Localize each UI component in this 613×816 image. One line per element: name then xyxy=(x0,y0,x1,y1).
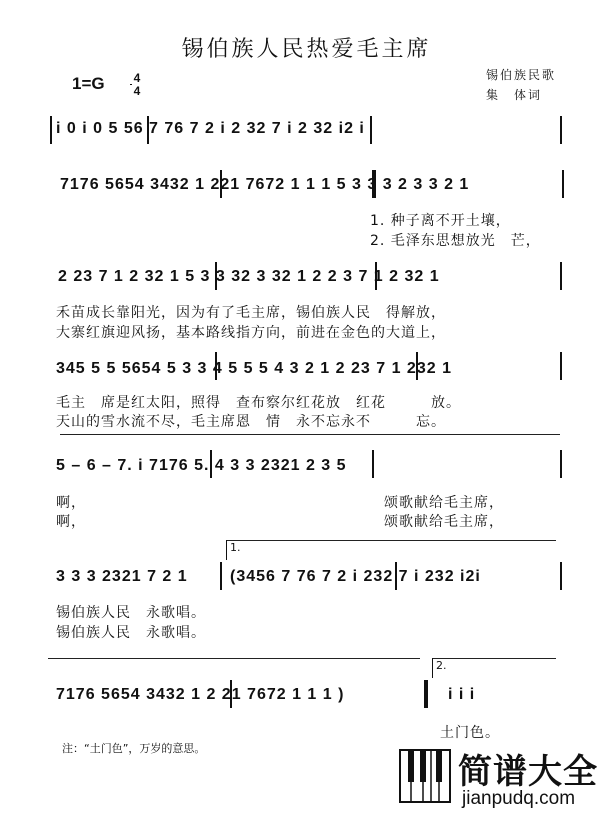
song-title: 锡伯族人民热爱毛主席 xyxy=(181,37,432,62)
system-2-lyric-1: 1. 种子离不开土壤， xyxy=(370,213,511,229)
volta-1-label: 1. xyxy=(230,541,241,554)
key-signature: 1=G xyxy=(72,74,105,93)
system-4-lyric-1: 毛主 席是红太阳，照得 查布察尔红花放 红花 放。 xyxy=(56,395,461,411)
system-2-lyric-2: 2. 毛泽东思想放光 芒， xyxy=(370,233,541,249)
system-7-lyric-right: 土门色。 xyxy=(440,725,500,741)
system-7-notes: 7176 5654 3432 1 2 21 7672 1 1 1 ) xyxy=(56,686,345,703)
origin-credit: 锡伯族民歌 xyxy=(486,68,557,82)
system-6-lyric-2: 锡伯族人民 永歌唱。 xyxy=(56,625,206,641)
piano-keys-icon xyxy=(398,748,452,804)
time-signature xyxy=(130,72,144,97)
system-7-notes-right: i i i xyxy=(448,686,476,703)
system-4-notes: 345 5 5 5654 5 3 3 4 5 5 5 4 3 2 1 2 23 7 1 232 1 xyxy=(56,360,452,377)
lyricist-credit: 集 体词 xyxy=(486,88,543,102)
system-3-lyric-2: 大寨红旗迎风扬，基本路线指方向，前进在金色的大道上， xyxy=(56,325,446,341)
system-5-lyric-right-2: 颂歌献给毛主席， xyxy=(384,514,504,530)
volta-2-label: 2. xyxy=(436,659,447,672)
system-6-lyric-1: 锡伯族人民 永歌唱。 xyxy=(56,605,206,621)
system-5-notes: 5 – 6 – 7. i 7176 5. 4 3 3 2321 2 3 5 xyxy=(56,457,347,474)
system-3-notes: 2 23 7 1 2 32 1 5 3 3 32 3 32 1 2 2 3 7 1 2 32 1 xyxy=(58,268,440,285)
system-6-notes-right: (3456 7 76 7 2 i 232 7 i 232 i2i xyxy=(230,568,481,585)
system-6-notes: 3 3 3 2321 7 2 1 xyxy=(56,568,188,585)
system-5-lyric-2: 啊， xyxy=(56,514,86,530)
system-3-lyric-1: 禾苗成长靠阳光，因为有了毛主席，锡伯族人民 得解放， xyxy=(56,305,446,321)
system-2-notes: 7176 5654 3432 1 221 7672 1 1 1 5 3 3 3 2 3 3 2 1 xyxy=(60,176,470,193)
time-signature-top: 4 xyxy=(133,71,141,85)
system-5-lyric-right-1: 颂歌献给毛主席， xyxy=(384,495,504,511)
footnote: 注：“土门色”，万岁的意思。 xyxy=(62,742,206,755)
time-signature-bottom: 4 xyxy=(133,84,141,98)
system-4-lyric-2: 天山的雪水流不尽，毛主席恩 情 永不忘永不 忘。 xyxy=(56,414,446,430)
watermark-url: jianpudq.com xyxy=(462,788,576,809)
watermark-brand: 简谱大全 xyxy=(458,752,598,792)
system-1-notes: i 0 i 0 5 56 7 76 7 2 i 2 32 7 i 2 32 i2 i xyxy=(56,120,365,137)
system-5-lyric-1: 啊， xyxy=(56,495,86,511)
